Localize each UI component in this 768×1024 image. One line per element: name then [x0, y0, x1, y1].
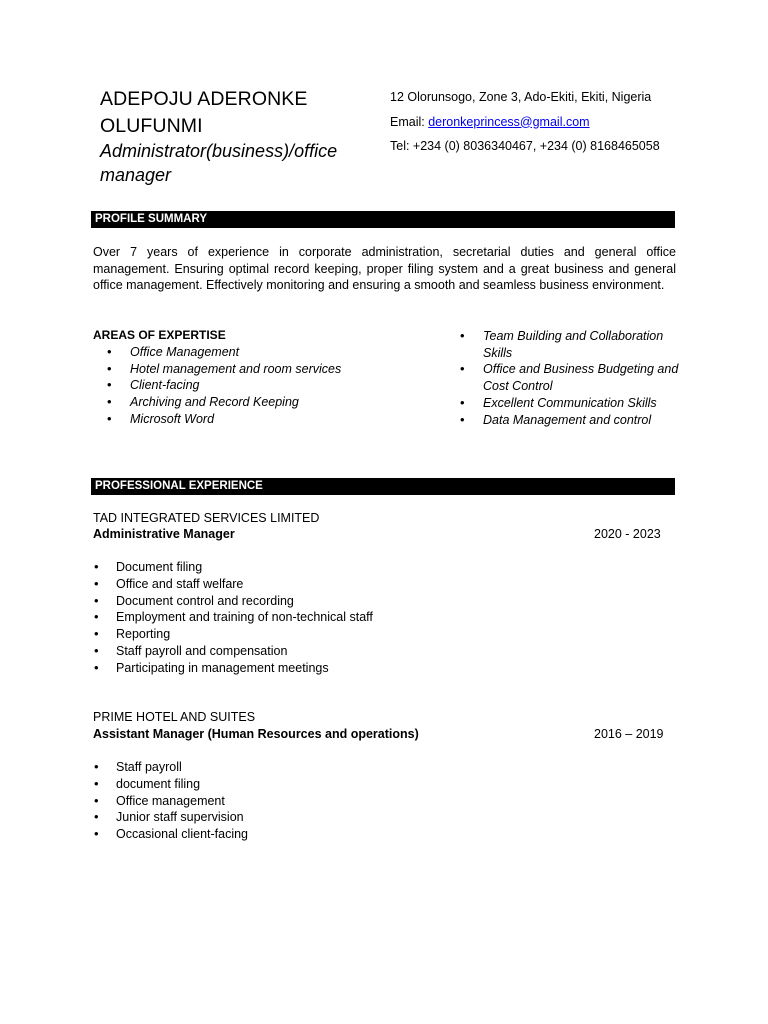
list-item: • Staff payroll and compensation — [116, 643, 516, 660]
list-item: • Document filing — [116, 559, 516, 576]
job-role: Administrative Manager — [93, 527, 235, 541]
expertise-list-right — [483, 328, 688, 428]
email-line — [390, 114, 730, 139]
list-item: • Client-facing — [130, 377, 430, 394]
list-item: • Office Management — [130, 344, 430, 361]
address: 12 Olorunsogo, Zone 3, Ado-Ekiti, Ekiti, Nigeria — [390, 90, 652, 104]
list-item: • Occasional client-facing — [116, 826, 516, 843]
job-dates: 2020 - 2023 — [594, 527, 661, 541]
job-role: Assistant Manager (Human Resources and operations) — [93, 727, 419, 741]
list-item: • Hotel management and room services — [130, 361, 430, 378]
list-item: • Data Management and control — [483, 412, 688, 429]
list-item: • Reporting — [116, 626, 516, 643]
job-dates: 2016 – 2019 — [594, 727, 664, 741]
list-item: • Office management — [116, 793, 516, 810]
job-duties-list — [116, 559, 516, 677]
list-item: • Employment and training of non-technical staff — [116, 609, 516, 626]
candidate-name: ADEPOJU ADERONKE OLUFUNMI — [100, 88, 308, 137]
job-company: PRIME HOTEL AND SUITES — [93, 710, 256, 724]
expertise-list-left — [130, 344, 430, 428]
email-label: Email: — [390, 114, 429, 129]
list-item: • Office and Business Budgeting and Cost Control — [483, 361, 688, 394]
candidate-title: Administrator(business)/office manager — [100, 141, 338, 185]
list-item: • Document control and recording — [116, 593, 516, 610]
list-item: • Team Building and Collaboration Skills — [483, 328, 688, 361]
job-company: TAD INTEGRATED SERVICES LIMITED — [93, 511, 320, 525]
profile-summary-text: Over 7 years of experience in corporate administration, secretarial duties and general office management. Ensuring optimal record keeping, proper filing system and a great business and general office management. Effectively monitoring and ensuring a smooth and seamless business environment. — [93, 245, 676, 292]
telephone: Tel: +234 (0) 8036340467, +234 (0) 8168465058 — [390, 139, 660, 153]
list-item: • Staff payroll — [116, 759, 516, 776]
list-item: • document filing — [116, 776, 516, 793]
list-item: • Participating in management meetings — [116, 660, 516, 677]
list-item: • Archiving and Record Keeping — [130, 394, 430, 411]
list-item: • Junior staff supervision — [116, 809, 516, 826]
list-item: • Office and staff welfare — [116, 576, 516, 593]
email-link[interactable]: deronkeprincess@gmail.com — [428, 114, 590, 129]
list-item: • Excellent Communication Skills — [483, 395, 688, 412]
profile-summary-heading: PROFILE SUMMARY — [91, 211, 675, 228]
contact-block — [390, 89, 730, 163]
job-duties-list — [116, 759, 516, 843]
professional-experience-heading: PROFESSIONAL EXPERIENCE — [91, 478, 675, 495]
expertise-heading: AREAS OF EXPERTISE — [93, 328, 226, 342]
list-item: • Microsoft Word — [130, 411, 430, 428]
